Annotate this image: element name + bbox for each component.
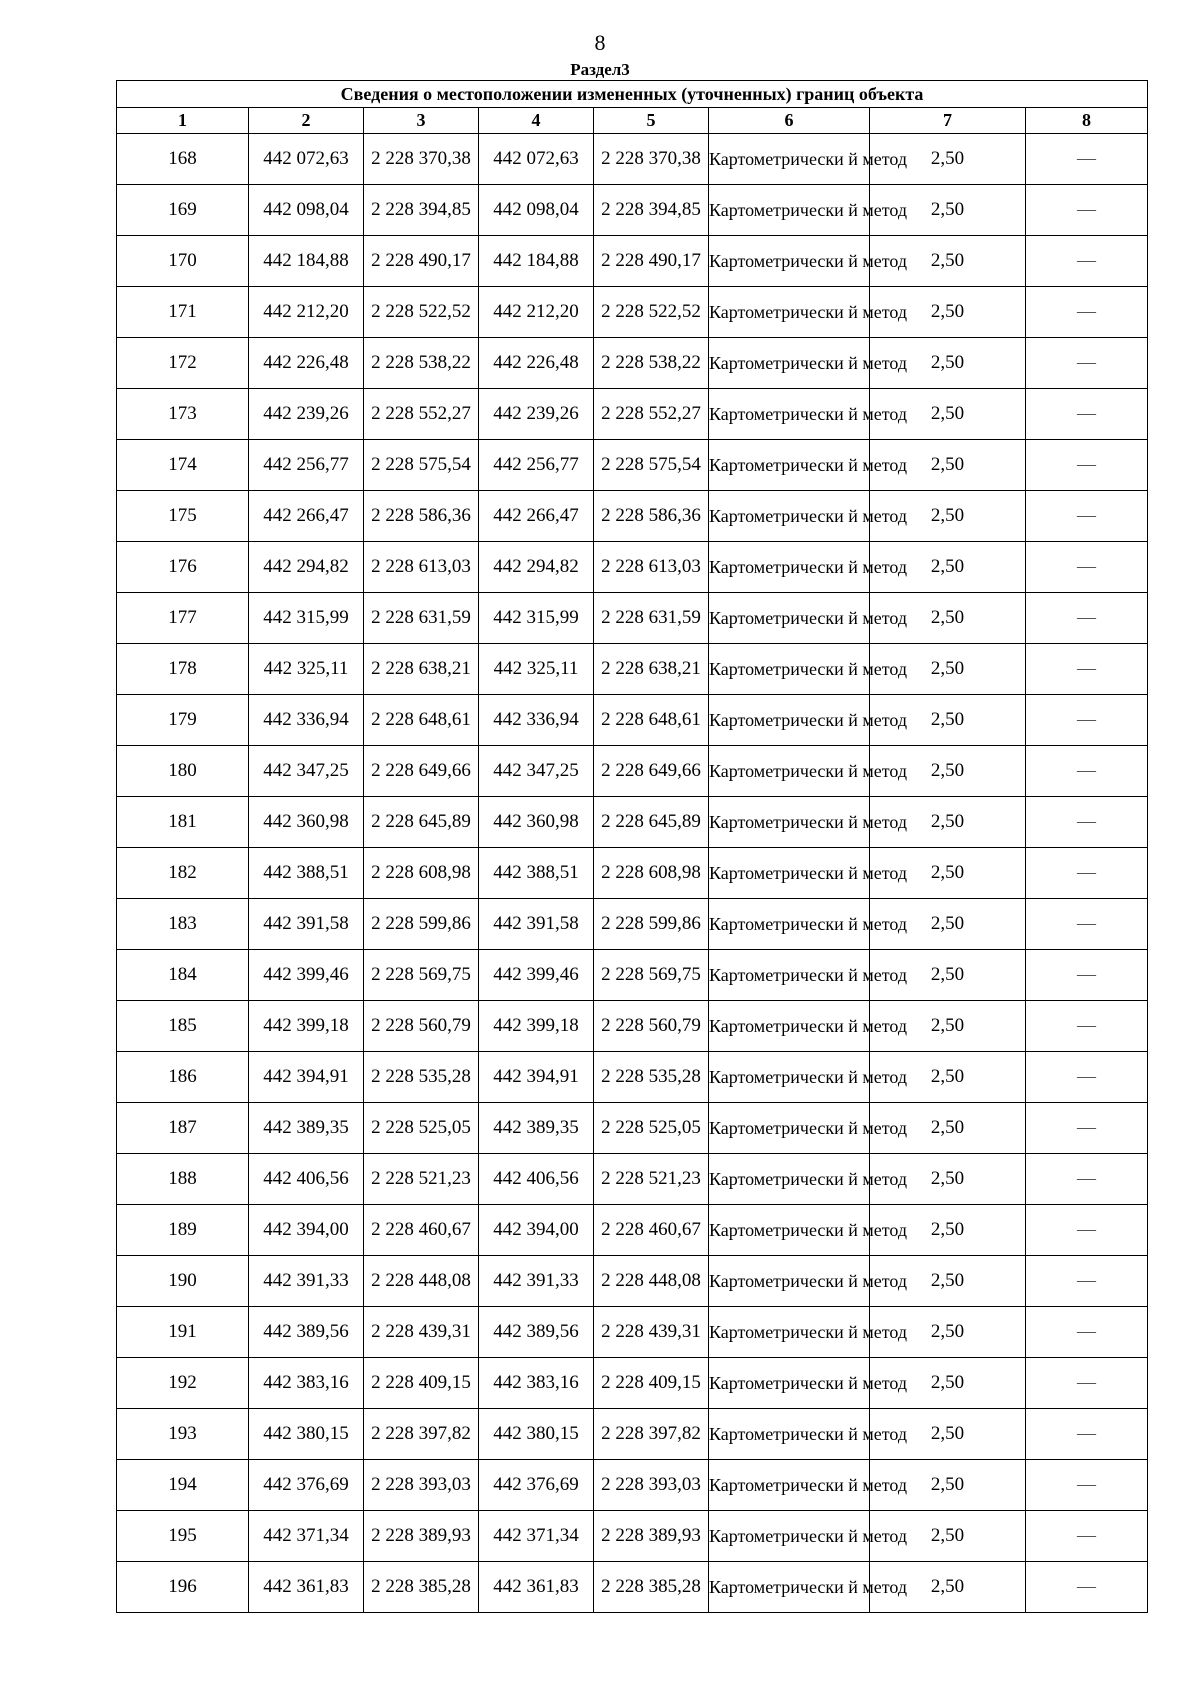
accuracy-cell: 2,50 xyxy=(870,644,1026,695)
accuracy-cell: 2,50 xyxy=(870,389,1026,440)
x-coordinate-cell: 442 226,48 xyxy=(249,338,364,389)
x-coordinate-cell: 442 266,47 xyxy=(249,491,364,542)
y-coordinate-cell: 2 228 394,85 xyxy=(594,185,709,236)
description-cell: — xyxy=(1026,899,1148,950)
x-coordinate-cell: 442 399,18 xyxy=(249,1001,364,1052)
table-row xyxy=(117,848,1148,899)
y-coordinate-cell: 2 228 538,22 xyxy=(364,338,479,389)
description-cell: — xyxy=(1026,593,1148,644)
table-row xyxy=(117,746,1148,797)
method-cell: Картометрически й метод xyxy=(709,1001,870,1052)
description-cell: — xyxy=(1026,1358,1148,1409)
x-coordinate-cell: 442 371,34 xyxy=(479,1511,594,1562)
table-body xyxy=(117,134,1148,1613)
point-number-cell: 194 xyxy=(117,1460,249,1511)
table-row xyxy=(117,593,1148,644)
description-cell: — xyxy=(1026,542,1148,593)
accuracy-cell: 2,50 xyxy=(870,491,1026,542)
description-cell: — xyxy=(1026,1052,1148,1103)
y-coordinate-cell: 2 228 631,59 xyxy=(364,593,479,644)
x-coordinate-cell: 442 239,26 xyxy=(249,389,364,440)
column-number-header: 3 xyxy=(364,108,479,134)
column-number-header: 6 xyxy=(709,108,870,134)
x-coordinate-cell: 442 388,51 xyxy=(479,848,594,899)
x-coordinate-cell: 442 371,34 xyxy=(249,1511,364,1562)
method-cell: Картометрически й метод xyxy=(709,134,870,185)
point-number-cell: 193 xyxy=(117,1409,249,1460)
x-coordinate-cell: 442 394,91 xyxy=(249,1052,364,1103)
x-coordinate-cell: 442 325,11 xyxy=(479,644,594,695)
accuracy-cell: 2,50 xyxy=(870,134,1026,185)
x-coordinate-cell: 442 347,25 xyxy=(249,746,364,797)
x-coordinate-cell: 442 098,04 xyxy=(479,185,594,236)
table-row xyxy=(117,389,1148,440)
x-coordinate-cell: 442 212,20 xyxy=(249,287,364,338)
y-coordinate-cell: 2 228 521,23 xyxy=(364,1154,479,1205)
y-coordinate-cell: 2 228 613,03 xyxy=(594,542,709,593)
accuracy-cell: 2,50 xyxy=(870,287,1026,338)
method-cell: Картометрически й метод xyxy=(709,1052,870,1103)
y-coordinate-cell: 2 228 490,17 xyxy=(594,236,709,287)
accuracy-cell: 2,50 xyxy=(870,1511,1026,1562)
table-row xyxy=(117,1154,1148,1205)
point-number-cell: 187 xyxy=(117,1103,249,1154)
x-coordinate-cell: 442 391,58 xyxy=(249,899,364,950)
point-number-cell: 168 xyxy=(117,134,249,185)
section-title: Раздел3 xyxy=(570,60,630,79)
method-cell: Картометрически й метод xyxy=(709,1256,870,1307)
x-coordinate-cell: 442 294,82 xyxy=(479,542,594,593)
description-cell: — xyxy=(1026,695,1148,746)
caption-row xyxy=(117,81,1148,108)
y-coordinate-cell: 2 228 560,79 xyxy=(594,1001,709,1052)
description-cell: — xyxy=(1026,491,1148,542)
y-coordinate-cell: 2 228 439,31 xyxy=(364,1307,479,1358)
x-coordinate-cell: 442 380,15 xyxy=(249,1409,364,1460)
y-coordinate-cell: 2 228 648,61 xyxy=(594,695,709,746)
y-coordinate-cell: 2 228 393,03 xyxy=(594,1460,709,1511)
point-number-cell: 184 xyxy=(117,950,249,1001)
coordinates-table xyxy=(116,80,1148,1613)
accuracy-cell: 2,50 xyxy=(870,593,1026,644)
y-coordinate-cell: 2 228 385,28 xyxy=(594,1562,709,1613)
method-cell: Картометрически й метод xyxy=(709,797,870,848)
x-coordinate-cell: 442 184,88 xyxy=(249,236,364,287)
y-coordinate-cell: 2 228 439,31 xyxy=(594,1307,709,1358)
y-coordinate-cell: 2 228 575,54 xyxy=(594,440,709,491)
accuracy-cell: 2,50 xyxy=(870,950,1026,1001)
method-cell: Картометрически й метод xyxy=(709,1562,870,1613)
column-number-header: 8 xyxy=(1026,108,1148,134)
x-coordinate-cell: 442 383,16 xyxy=(249,1358,364,1409)
method-cell: Картометрически й метод xyxy=(709,236,870,287)
table-row xyxy=(117,1562,1148,1613)
x-coordinate-cell: 442 347,25 xyxy=(479,746,594,797)
accuracy-cell: 2,50 xyxy=(870,848,1026,899)
accuracy-cell: 2,50 xyxy=(870,1562,1026,1613)
point-number-cell: 174 xyxy=(117,440,249,491)
point-number-cell: 186 xyxy=(117,1052,249,1103)
x-coordinate-cell: 442 380,15 xyxy=(479,1409,594,1460)
accuracy-cell: 2,50 xyxy=(870,1358,1026,1409)
x-coordinate-cell: 442 072,63 xyxy=(249,134,364,185)
point-number-cell: 178 xyxy=(117,644,249,695)
point-number-cell: 183 xyxy=(117,899,249,950)
method-cell: Картометрически й метод xyxy=(709,1154,870,1205)
method-cell: Картометрически й метод xyxy=(709,1205,870,1256)
description-cell: — xyxy=(1026,1256,1148,1307)
table-row xyxy=(117,236,1148,287)
description-cell: — xyxy=(1026,950,1148,1001)
y-coordinate-cell: 2 228 586,36 xyxy=(594,491,709,542)
x-coordinate-cell: 442 391,58 xyxy=(479,899,594,950)
column-number-header: 5 xyxy=(594,108,709,134)
accuracy-cell: 2,50 xyxy=(870,236,1026,287)
point-number-cell: 191 xyxy=(117,1307,249,1358)
x-coordinate-cell: 442 391,33 xyxy=(479,1256,594,1307)
accuracy-cell: 2,50 xyxy=(870,899,1026,950)
x-coordinate-cell: 442 336,94 xyxy=(249,695,364,746)
point-number-cell: 171 xyxy=(117,287,249,338)
method-cell: Картометрически й метод xyxy=(709,1409,870,1460)
y-coordinate-cell: 2 228 525,05 xyxy=(364,1103,479,1154)
accuracy-cell: 2,50 xyxy=(870,1205,1026,1256)
x-coordinate-cell: 442 266,47 xyxy=(479,491,594,542)
y-coordinate-cell: 2 228 385,28 xyxy=(364,1562,479,1613)
point-number-cell: 189 xyxy=(117,1205,249,1256)
point-number-cell: 181 xyxy=(117,797,249,848)
accuracy-cell: 2,50 xyxy=(870,1154,1026,1205)
y-coordinate-cell: 2 228 638,21 xyxy=(364,644,479,695)
description-cell: — xyxy=(1026,440,1148,491)
y-coordinate-cell: 2 228 552,27 xyxy=(594,389,709,440)
y-coordinate-cell: 2 228 522,52 xyxy=(364,287,479,338)
method-cell: Картометрически й метод xyxy=(709,1511,870,1562)
y-coordinate-cell: 2 228 448,08 xyxy=(594,1256,709,1307)
x-coordinate-cell: 442 360,98 xyxy=(479,797,594,848)
accuracy-cell: 2,50 xyxy=(870,440,1026,491)
y-coordinate-cell: 2 228 460,67 xyxy=(594,1205,709,1256)
method-cell: Картометрически й метод xyxy=(709,389,870,440)
method-cell: Картометрически й метод xyxy=(709,1358,870,1409)
x-coordinate-cell: 442 212,20 xyxy=(479,287,594,338)
point-number-cell: 169 xyxy=(117,185,249,236)
table-row xyxy=(117,1358,1148,1409)
point-number-cell: 175 xyxy=(117,491,249,542)
y-coordinate-cell: 2 228 631,59 xyxy=(594,593,709,644)
y-coordinate-cell: 2 228 394,85 xyxy=(364,185,479,236)
description-cell: — xyxy=(1026,1154,1148,1205)
method-cell: Картометрически й метод xyxy=(709,1103,870,1154)
y-coordinate-cell: 2 228 608,98 xyxy=(594,848,709,899)
method-cell: Картометрически й метод xyxy=(709,440,870,491)
accuracy-cell: 2,50 xyxy=(870,185,1026,236)
y-coordinate-cell: 2 228 649,66 xyxy=(364,746,479,797)
column-number-row xyxy=(117,108,1148,134)
description-cell: — xyxy=(1026,746,1148,797)
point-number-cell: 196 xyxy=(117,1562,249,1613)
point-number-cell: 182 xyxy=(117,848,249,899)
accuracy-cell: 2,50 xyxy=(870,1103,1026,1154)
y-coordinate-cell: 2 228 645,89 xyxy=(594,797,709,848)
method-cell: Картометрически й метод xyxy=(709,950,870,1001)
accuracy-cell: 2,50 xyxy=(870,338,1026,389)
x-coordinate-cell: 442 294,82 xyxy=(249,542,364,593)
point-number-cell: 173 xyxy=(117,389,249,440)
table-caption: Сведения о местоположении измененных (уточненных) границ объекта xyxy=(117,81,1148,108)
table-row xyxy=(117,134,1148,185)
x-coordinate-cell: 442 389,56 xyxy=(479,1307,594,1358)
y-coordinate-cell: 2 228 535,28 xyxy=(364,1052,479,1103)
x-coordinate-cell: 442 072,63 xyxy=(479,134,594,185)
description-cell: — xyxy=(1026,338,1148,389)
description-cell: — xyxy=(1026,287,1148,338)
y-coordinate-cell: 2 228 538,22 xyxy=(594,338,709,389)
y-coordinate-cell: 2 228 569,75 xyxy=(364,950,479,1001)
table-row xyxy=(117,185,1148,236)
x-coordinate-cell: 442 406,56 xyxy=(479,1154,594,1205)
method-cell: Картометрически й метод xyxy=(709,338,870,389)
x-coordinate-cell: 442 360,98 xyxy=(249,797,364,848)
x-coordinate-cell: 442 399,46 xyxy=(249,950,364,1001)
y-coordinate-cell: 2 228 393,03 xyxy=(364,1460,479,1511)
y-coordinate-cell: 2 228 560,79 xyxy=(364,1001,479,1052)
description-cell: — xyxy=(1026,1103,1148,1154)
x-coordinate-cell: 442 226,48 xyxy=(479,338,594,389)
table-row xyxy=(117,695,1148,746)
description-cell: — xyxy=(1026,1511,1148,1562)
method-cell: Картометрически й метод xyxy=(709,746,870,797)
point-number-cell: 195 xyxy=(117,1511,249,1562)
x-coordinate-cell: 442 394,00 xyxy=(479,1205,594,1256)
table-row xyxy=(117,1511,1148,1562)
x-coordinate-cell: 442 315,99 xyxy=(249,593,364,644)
y-coordinate-cell: 2 228 575,54 xyxy=(364,440,479,491)
accuracy-cell: 2,50 xyxy=(870,746,1026,797)
x-coordinate-cell: 442 389,35 xyxy=(249,1103,364,1154)
x-coordinate-cell: 442 315,99 xyxy=(479,593,594,644)
x-coordinate-cell: 442 376,69 xyxy=(479,1460,594,1511)
y-coordinate-cell: 2 228 389,93 xyxy=(364,1511,479,1562)
y-coordinate-cell: 2 228 397,82 xyxy=(364,1409,479,1460)
table-row xyxy=(117,1256,1148,1307)
y-coordinate-cell: 2 228 586,36 xyxy=(364,491,479,542)
x-coordinate-cell: 442 098,04 xyxy=(249,185,364,236)
table-row xyxy=(117,644,1148,695)
method-cell: Картометрически й метод xyxy=(709,1307,870,1358)
column-number-header: 2 xyxy=(249,108,364,134)
description-cell: — xyxy=(1026,1205,1148,1256)
x-coordinate-cell: 442 361,83 xyxy=(249,1562,364,1613)
accuracy-cell: 2,50 xyxy=(870,1256,1026,1307)
y-coordinate-cell: 2 228 535,28 xyxy=(594,1052,709,1103)
method-cell: Картометрически й метод xyxy=(709,542,870,593)
accuracy-cell: 2,50 xyxy=(870,1409,1026,1460)
y-coordinate-cell: 2 228 397,82 xyxy=(594,1409,709,1460)
table-row xyxy=(117,797,1148,848)
description-cell: — xyxy=(1026,1409,1148,1460)
x-coordinate-cell: 442 256,77 xyxy=(249,440,364,491)
x-coordinate-cell: 442 184,88 xyxy=(479,236,594,287)
y-coordinate-cell: 2 228 409,15 xyxy=(364,1358,479,1409)
accuracy-cell: 2,50 xyxy=(870,797,1026,848)
table-row xyxy=(117,1001,1148,1052)
x-coordinate-cell: 442 399,46 xyxy=(479,950,594,1001)
y-coordinate-cell: 2 228 552,27 xyxy=(364,389,479,440)
method-cell: Картометрически й метод xyxy=(709,848,870,899)
description-cell: — xyxy=(1026,1001,1148,1052)
table-row xyxy=(117,1307,1148,1358)
description-cell: — xyxy=(1026,389,1148,440)
description-cell: — xyxy=(1026,644,1148,695)
point-number-cell: 188 xyxy=(117,1154,249,1205)
y-coordinate-cell: 2 228 638,21 xyxy=(594,644,709,695)
accuracy-cell: 2,50 xyxy=(870,1307,1026,1358)
point-number-cell: 172 xyxy=(117,338,249,389)
x-coordinate-cell: 442 239,26 xyxy=(479,389,594,440)
description-cell: — xyxy=(1026,236,1148,287)
y-coordinate-cell: 2 228 522,52 xyxy=(594,287,709,338)
y-coordinate-cell: 2 228 409,15 xyxy=(594,1358,709,1409)
point-number-cell: 190 xyxy=(117,1256,249,1307)
x-coordinate-cell: 442 389,56 xyxy=(249,1307,364,1358)
x-coordinate-cell: 442 394,91 xyxy=(479,1052,594,1103)
x-coordinate-cell: 442 336,94 xyxy=(479,695,594,746)
table-row xyxy=(117,1052,1148,1103)
description-cell: — xyxy=(1026,848,1148,899)
point-number-cell: 185 xyxy=(117,1001,249,1052)
y-coordinate-cell: 2 228 613,03 xyxy=(364,542,479,593)
table-row xyxy=(117,950,1148,1001)
table-row xyxy=(117,1409,1148,1460)
x-coordinate-cell: 442 388,51 xyxy=(249,848,364,899)
y-coordinate-cell: 2 228 521,23 xyxy=(594,1154,709,1205)
point-number-cell: 177 xyxy=(117,593,249,644)
y-coordinate-cell: 2 228 490,17 xyxy=(364,236,479,287)
x-coordinate-cell: 442 389,35 xyxy=(479,1103,594,1154)
description-cell: — xyxy=(1026,134,1148,185)
y-coordinate-cell: 2 228 599,86 xyxy=(594,899,709,950)
accuracy-cell: 2,50 xyxy=(870,542,1026,593)
y-coordinate-cell: 2 228 599,86 xyxy=(364,899,479,950)
y-coordinate-cell: 2 228 460,67 xyxy=(364,1205,479,1256)
table-row xyxy=(117,491,1148,542)
description-cell: — xyxy=(1026,797,1148,848)
method-cell: Картометрически й метод xyxy=(709,695,870,746)
x-coordinate-cell: 442 399,18 xyxy=(479,1001,594,1052)
x-coordinate-cell: 442 361,83 xyxy=(479,1562,594,1613)
table-row xyxy=(117,899,1148,950)
point-number-cell: 180 xyxy=(117,746,249,797)
y-coordinate-cell: 2 228 448,08 xyxy=(364,1256,479,1307)
description-cell: — xyxy=(1026,185,1148,236)
point-number-cell: 176 xyxy=(117,542,249,593)
x-coordinate-cell: 442 394,00 xyxy=(249,1205,364,1256)
accuracy-cell: 2,50 xyxy=(870,1001,1026,1052)
accuracy-cell: 2,50 xyxy=(870,1052,1026,1103)
point-number-cell: 192 xyxy=(117,1358,249,1409)
x-coordinate-cell: 442 325,11 xyxy=(249,644,364,695)
description-cell: — xyxy=(1026,1460,1148,1511)
column-number-header: 7 xyxy=(870,108,1026,134)
x-coordinate-cell: 442 383,16 xyxy=(479,1358,594,1409)
y-coordinate-cell: 2 228 525,05 xyxy=(594,1103,709,1154)
page-number: 8 xyxy=(594,30,606,55)
table-row xyxy=(117,542,1148,593)
x-coordinate-cell: 442 406,56 xyxy=(249,1154,364,1205)
accuracy-cell: 2,50 xyxy=(870,695,1026,746)
point-number-cell: 170 xyxy=(117,236,249,287)
method-cell: Картометрически й метод xyxy=(709,185,870,236)
y-coordinate-cell: 2 228 648,61 xyxy=(364,695,479,746)
table-row xyxy=(117,440,1148,491)
x-coordinate-cell: 442 391,33 xyxy=(249,1256,364,1307)
method-cell: Картометрически й метод xyxy=(709,899,870,950)
table-row xyxy=(117,1460,1148,1511)
method-cell: Картометрически й метод xyxy=(709,491,870,542)
y-coordinate-cell: 2 228 608,98 xyxy=(364,848,479,899)
y-coordinate-cell: 2 228 370,38 xyxy=(594,134,709,185)
method-cell: Картометрически й метод xyxy=(709,1460,870,1511)
description-cell: — xyxy=(1026,1562,1148,1613)
method-cell: Картометрически й метод xyxy=(709,644,870,695)
table-row xyxy=(117,1205,1148,1256)
method-cell: Картометрически й метод xyxy=(709,593,870,644)
column-number-header: 1 xyxy=(117,108,249,134)
x-coordinate-cell: 442 256,77 xyxy=(479,440,594,491)
description-cell: — xyxy=(1026,1307,1148,1358)
y-coordinate-cell: 2 228 645,89 xyxy=(364,797,479,848)
table-row xyxy=(117,1103,1148,1154)
table-row xyxy=(117,338,1148,389)
column-number-header: 4 xyxy=(479,108,594,134)
y-coordinate-cell: 2 228 370,38 xyxy=(364,134,479,185)
y-coordinate-cell: 2 228 569,75 xyxy=(594,950,709,1001)
y-coordinate-cell: 2 228 649,66 xyxy=(594,746,709,797)
table-row xyxy=(117,287,1148,338)
point-number-cell: 179 xyxy=(117,695,249,746)
accuracy-cell: 2,50 xyxy=(870,1460,1026,1511)
method-cell: Картометрически й метод xyxy=(709,287,870,338)
y-coordinate-cell: 2 228 389,93 xyxy=(594,1511,709,1562)
x-coordinate-cell: 442 376,69 xyxy=(249,1460,364,1511)
